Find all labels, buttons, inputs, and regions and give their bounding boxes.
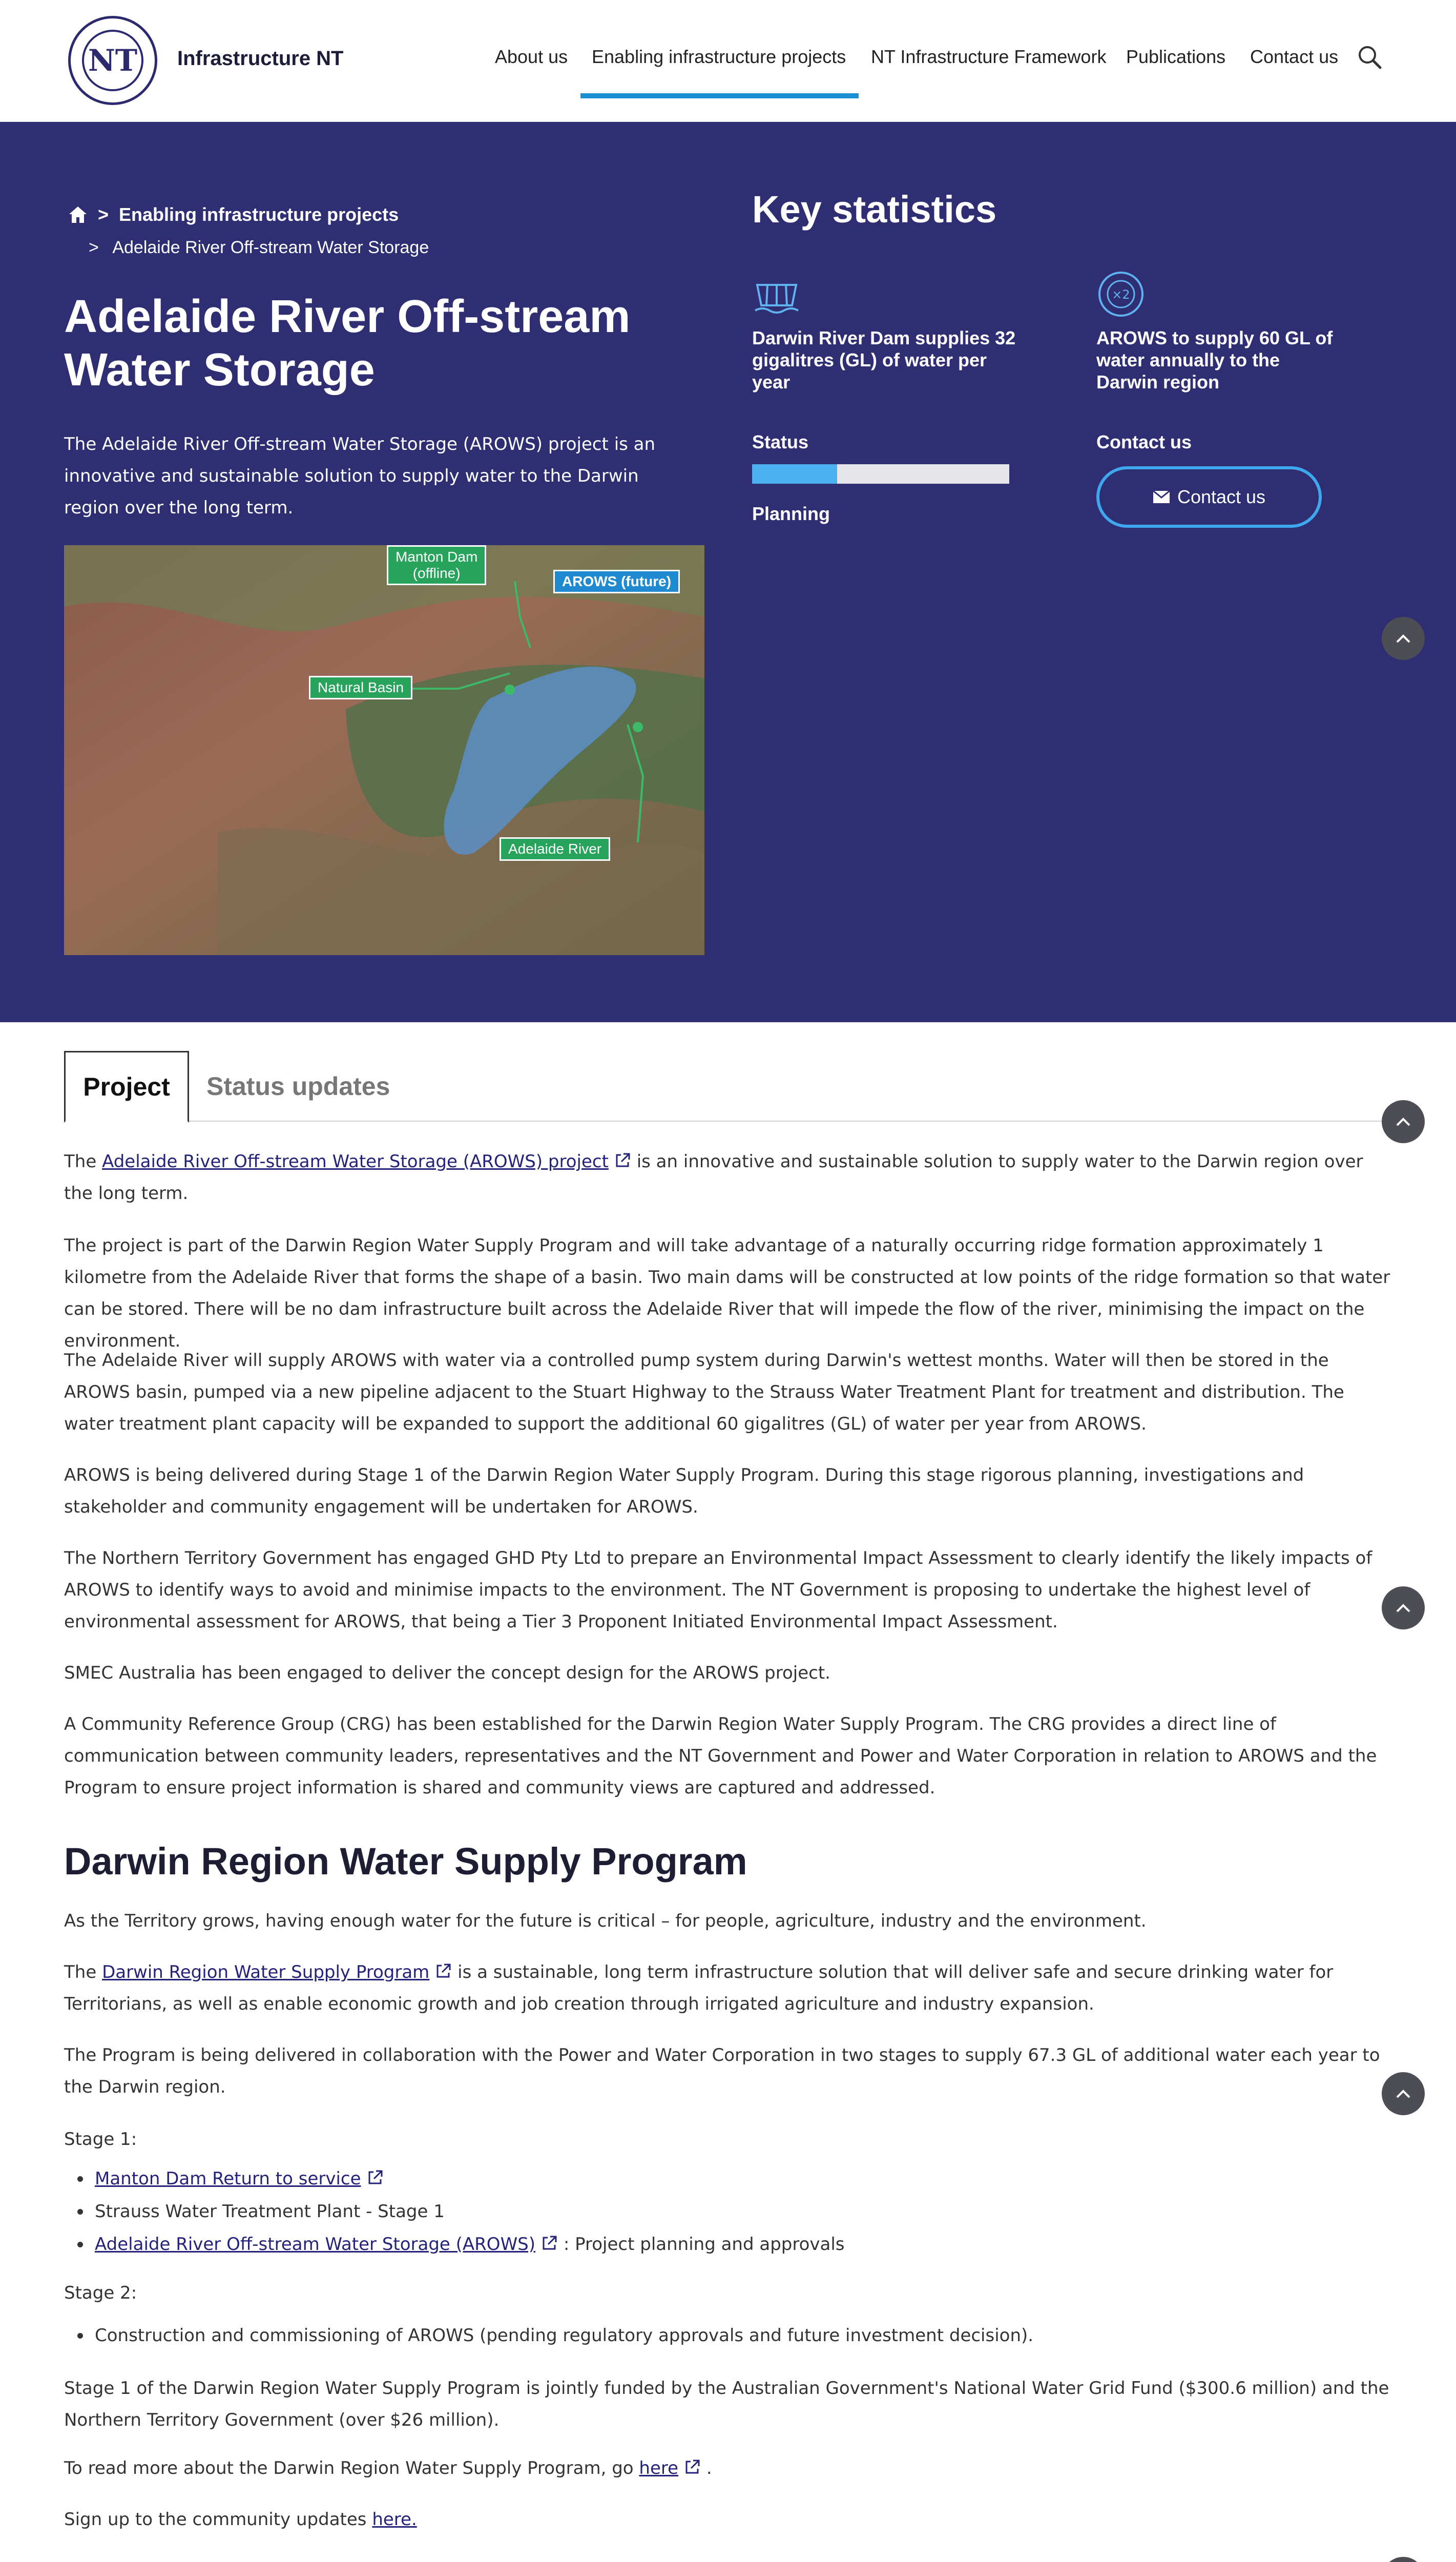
multiplier-text: ×2 bbox=[1112, 287, 1130, 302]
section-heading-darwin-program: Darwin Region Water Supply Program bbox=[64, 1840, 747, 1883]
paragraph-territory-grows: As the Territory grows, having enough water for the future is critical – for people, agriculture, industry and the environment. bbox=[64, 1911, 1147, 1931]
hero-description: The Adelaide River Off-stream Water Storage (AROWS) project is an innovative and sustainable solution to supply water to the Darwin region over the long term. bbox=[64, 434, 656, 518]
back-to-top-button[interactable] bbox=[1382, 617, 1425, 660]
map-image bbox=[64, 545, 704, 955]
list-item bbox=[64, 2228, 845, 2261]
text-span: The bbox=[64, 1962, 97, 1982]
darwin-program-link[interactable]: Darwin Region Water Supply Program bbox=[102, 1962, 430, 1982]
external-link-icon bbox=[683, 2458, 701, 2476]
manton-dam-link[interactable]: Manton Dam Return to service bbox=[95, 2168, 361, 2189]
content-tabs bbox=[64, 1051, 1392, 1122]
stage2-list bbox=[64, 2319, 1033, 2352]
manton-dam-label: Manton Dam bbox=[396, 549, 478, 565]
tab-status-updates[interactable]: Status updates bbox=[206, 1072, 390, 1101]
status-progress-bar bbox=[752, 464, 1009, 484]
hero-contact-button-label: Contact us bbox=[1177, 486, 1266, 507]
list-item bbox=[64, 2162, 845, 2195]
text-span: Sign up to the community updates bbox=[64, 2509, 367, 2530]
paragraph-smec: SMEC Australia has been engaged to deliver the concept design for the AROWS project. bbox=[64, 1663, 830, 1683]
home-icon[interactable] bbox=[68, 205, 88, 224]
external-link-icon bbox=[366, 2169, 384, 2186]
external-link-icon bbox=[434, 1962, 452, 1980]
paragraph-stage1-delivery: AROWS is being delivered during Stage 1 of the Darwin Region Water Supply Program. During this stage rigorous planning, investigations and stakeholder and community engagement will be undertaken for AROWS. bbox=[64, 1465, 1304, 1517]
text-span: : Project planning and approvals bbox=[563, 2234, 845, 2255]
nav-enabling-infrastructure-projects[interactable]: Enabling infrastructure projects bbox=[592, 46, 846, 67]
page-title: Adelaide River Off-stream Water Storage bbox=[64, 291, 631, 396]
back-to-top-button[interactable] bbox=[1382, 1100, 1425, 1143]
search-icon[interactable] bbox=[1357, 44, 1382, 70]
hero-section bbox=[0, 122, 1456, 1022]
nav-nt-infrastructure-framework[interactable]: NT Infrastructure Framework bbox=[871, 46, 1107, 67]
list-item: Construction and commissioning of AROWS (pending regulatory approvals and future investment decision). bbox=[64, 2319, 1033, 2352]
breadcrumb-parent-link[interactable]: Enabling infrastructure projects bbox=[119, 204, 399, 225]
key-statistics-title: Key statistics bbox=[752, 188, 997, 231]
manton-dam-sublabel: (offline) bbox=[412, 565, 461, 581]
nav-publications[interactable]: Publications bbox=[1126, 46, 1226, 67]
logo-letters: NT bbox=[82, 30, 143, 91]
chevron-up-icon bbox=[1396, 633, 1411, 644]
status-label: Status bbox=[752, 431, 809, 452]
map-label-arows-future: AROWS (future) bbox=[553, 570, 680, 593]
text-span: is an innovative and sustainable solution to supply water to the Darwin region over the long term. bbox=[64, 1151, 1363, 1204]
status-value: Planning bbox=[752, 503, 830, 524]
dam-icon bbox=[752, 270, 801, 319]
paragraph-eia: The Northern Territory Government has engaged GHD Pty Ltd to prepare an Environmental Impact Assessment to clearly identify the likely impacts of AROWS to identify ways to avoid and minimise impacts to the environment. The NT Government is proposing to undertake the highest level of environmental assessment for AROWS, that being a Tier 3 Proponent Initiated Environmental Impact Assessment. bbox=[64, 1548, 1372, 1632]
breadcrumb-current: Adelaide River Off-stream Water Storage bbox=[112, 238, 429, 257]
intro-paragraph bbox=[64, 1146, 1396, 1209]
breadcrumb-separator: > bbox=[89, 238, 109, 257]
paragraph-sign-up bbox=[64, 2504, 1396, 2535]
back-to-top-button[interactable] bbox=[1382, 1586, 1425, 1629]
read-more-here-link[interactable]: here bbox=[639, 2458, 679, 2478]
text-span: The bbox=[64, 1151, 97, 1172]
stat-darwin-river-dam: Darwin River Dam supplies 32 gigalitres (GL) of water per year bbox=[752, 327, 1016, 392]
stage2-label: Stage 2: bbox=[64, 2283, 137, 2303]
infrastructure-nt-logo[interactable] bbox=[68, 16, 157, 105]
stat-arows-supply: AROWS to supply 60 GL of water annually to the Darwin region bbox=[1096, 327, 1333, 392]
text-span: is a sustainable, long term infrastructure solution that will deliver safe and secure drinking water for Territorians, as well as enable economic growth and job creation through irrigated agriculture and industry expansion. bbox=[64, 1962, 1334, 2014]
external-link-icon bbox=[540, 2235, 558, 2252]
chevron-up-icon bbox=[1396, 1117, 1411, 1127]
site-name[interactable]: Infrastructure NT bbox=[177, 47, 344, 70]
chevron-up-icon bbox=[1396, 1603, 1411, 1613]
arows-project-link[interactable]: Adelaide River Off-stream Water Storage (AROWS) project bbox=[102, 1151, 609, 1172]
nav-about-us[interactable]: About us bbox=[495, 46, 568, 67]
chevron-up-icon bbox=[1396, 2089, 1411, 2099]
stage1-label: Stage 1: bbox=[64, 2129, 137, 2150]
paragraph-funding: Stage 1 of the Darwin Region Water Supply Program is jointly funded by the Australian Government's National Water Grid Fund ($300.6 million) and the Northern Territory Government (over $26 million). bbox=[64, 2378, 1389, 2430]
paragraph-crg: A Community Reference Group (CRG) has been established for the Darwin Region Water Supply Program. The CRG provides a direct line of communication between community leaders, representatives and the NT Government and Power and Water Corporation in relation to AROWS and the Program to ensure project information is shared and community views are captured and addressed. bbox=[64, 1714, 1377, 1798]
external-link-icon bbox=[614, 1152, 631, 1169]
envelope-icon bbox=[1153, 490, 1170, 504]
breadcrumb-separator: > bbox=[98, 204, 109, 225]
stage1-list bbox=[64, 2162, 845, 2261]
paragraph-ridge-formation: The project is part of the Darwin Region Water Supply Program and will take advantage of a naturally occurring ridge formation approximately 1 kilometre from the Adelaide River that forms the shape of a basin. Two main dams will be constructed at low points of the ridge formation so that water can be stored. There will be no dam infrastructure built across the Adelaide River that will impede the flow of the river, minimising the impact on the environment. bbox=[64, 1235, 1390, 1351]
water-multiplier-icon bbox=[1096, 270, 1146, 319]
site-header bbox=[0, 0, 1456, 122]
text-span: . bbox=[706, 2458, 712, 2478]
paragraph-program-intro bbox=[64, 1956, 1396, 2020]
paragraph-read-more bbox=[64, 2452, 1396, 2484]
hero-contact-label: Contact us bbox=[1096, 431, 1192, 452]
text-span: To read more about the Darwin Region Water Supply Program, go bbox=[64, 2458, 634, 2478]
arows-stage1-link[interactable]: Adelaide River Off-stream Water Storage (AROWS) bbox=[95, 2234, 536, 2255]
paragraph-pump-system: The Adelaide River will supply AROWS with water via a controlled pump system during Darwin's wettest months. Water will then be stored in the AROWS basin, pumped via a new pipeline adjacent to the Stuart Highway to the Strauss Water Treatment Plant for treatment and distribution. The water treatment plant capacity will be expanded to support the additional 60 gigalitres (GL) of water per year from AROWS. bbox=[64, 1350, 1344, 1434]
tab-project[interactable]: Project bbox=[64, 1051, 189, 1123]
status-progress-fill bbox=[752, 464, 837, 484]
paragraph-two-stages: The Program is being delivered in collaboration with the Power and Water Corporation in two stages to supply 67.3 GL of additional water each year to the Darwin region. bbox=[64, 2045, 1380, 2097]
community-updates-link[interactable]: here. bbox=[372, 2509, 417, 2530]
list-item: Strauss Water Treatment Plant - Stage 1 bbox=[64, 2195, 845, 2228]
map-label-natural-basin: Natural Basin bbox=[309, 676, 412, 699]
hero-contact-button[interactable] bbox=[1096, 466, 1322, 528]
map-label-adelaide-river: Adelaide River bbox=[500, 837, 610, 861]
nav-active-indicator bbox=[580, 93, 859, 98]
back-to-top-button[interactable] bbox=[1382, 2072, 1425, 2115]
arows-location-map bbox=[64, 545, 704, 955]
back-to-top-button[interactable] bbox=[1382, 2557, 1425, 2562]
map-label-manton-dam bbox=[387, 545, 486, 585]
nav-contact-us[interactable]: Contact us bbox=[1250, 46, 1339, 67]
